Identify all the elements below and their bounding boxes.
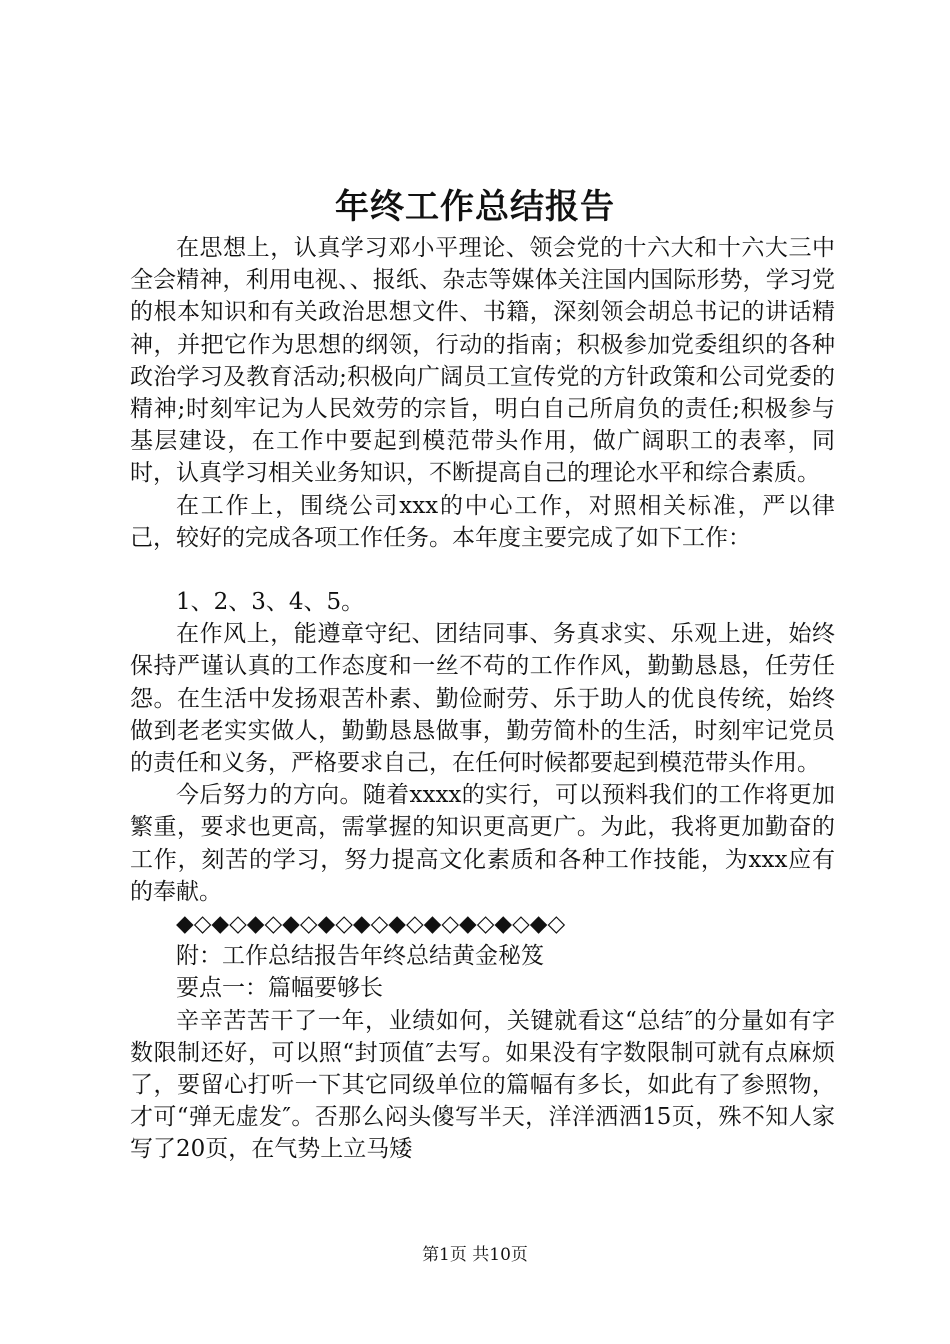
- paragraph-point-one: 辛辛苦苦干了一年，业绩如何，关键就看这“总结″的分量如有字数限制还好，可以照“封顶值″去写。如果没有字数限制可就有点麻烦了，要留心打听一下其它同级单位的篇幅有多长，如此有了参照物，才可“弹无虚发″。否那么闷头傻写半天，洋洋洒洒15页，殊不知人家写了20页，在气势上立马矮: [130, 1007, 835, 1163]
- page-footer: 第1页 共10页: [422, 1245, 528, 1265]
- document-title: 年终工作总结报告: [335, 187, 615, 227]
- paragraph-work-list: 1、2、3、4、5。: [176, 589, 365, 616]
- paragraph-ideology: 在思想上，认真学习邓小平理论、领会党的十六大和十六大三中全会精神，利用电视、、报纸、杂志等媒体关注国内国际形势，学习党的根本知识和有关政治思想文件、书籍，深刻领会胡总书记的讲话精神，并把它作为思想的纲领，行动的指南；积极参加党委组织的各种政治学习及教育活动;积极向广阔员工宣传党的方针政策和公司党委的精神;时刻牢记为人民效劳的宗旨，明白自己所肩负的责任;积极参与基层建设，在工作中要起到模范带头作用，做广阔职工的表率，同时，认真学习相关业务知识，不断提高自己的理论水平和综合素质。: [130, 235, 835, 487]
- point-one-heading: 要点一：篇幅要够长: [176, 975, 383, 1002]
- paragraph-future: 今后努力的方向。随着xxxx的实行，可以预料我们的工作将更加繁重，要求也更高，需掌握的知识更高更广。为此，我将更加勤奋的工作，刻苦的学习，努力提高文化素质和各种工作技能，为xxx应有的奉献。: [130, 782, 835, 905]
- paragraph-work: 在工作上，围绕公司xxx的中心工作，对照相关标准，严以律己，较好的完成各项工作任务。本年度主要完成了如下工作：: [130, 492, 835, 551]
- document-body: [130, 232, 835, 1166]
- diamond-divider: ◆◇◆◇◆◇◆◇◆◇◆◇◆◇◆◇◆◇◆◇◆◇: [176, 911, 566, 938]
- paragraph-style: 在作风上，能遵章守纪、团结同事、务真求实、乐观上进，始终保持严谨认真的工作态度和一丝不苟的工作作风，勤勤恳恳，任劳任怨。在生活中发扬艰苦朴素、勤俭耐劳、乐于助人的优良传统，始终做到老老实实做人，勤勤恳恳做事，勤劳简朴的生活，时刻牢记党员的责任和义务，严格要求自己，在任何时候都要起到模范带头作用。: [130, 621, 835, 777]
- appendix-heading: 附：工作总结报告年终总结黄金秘笈: [176, 943, 544, 970]
